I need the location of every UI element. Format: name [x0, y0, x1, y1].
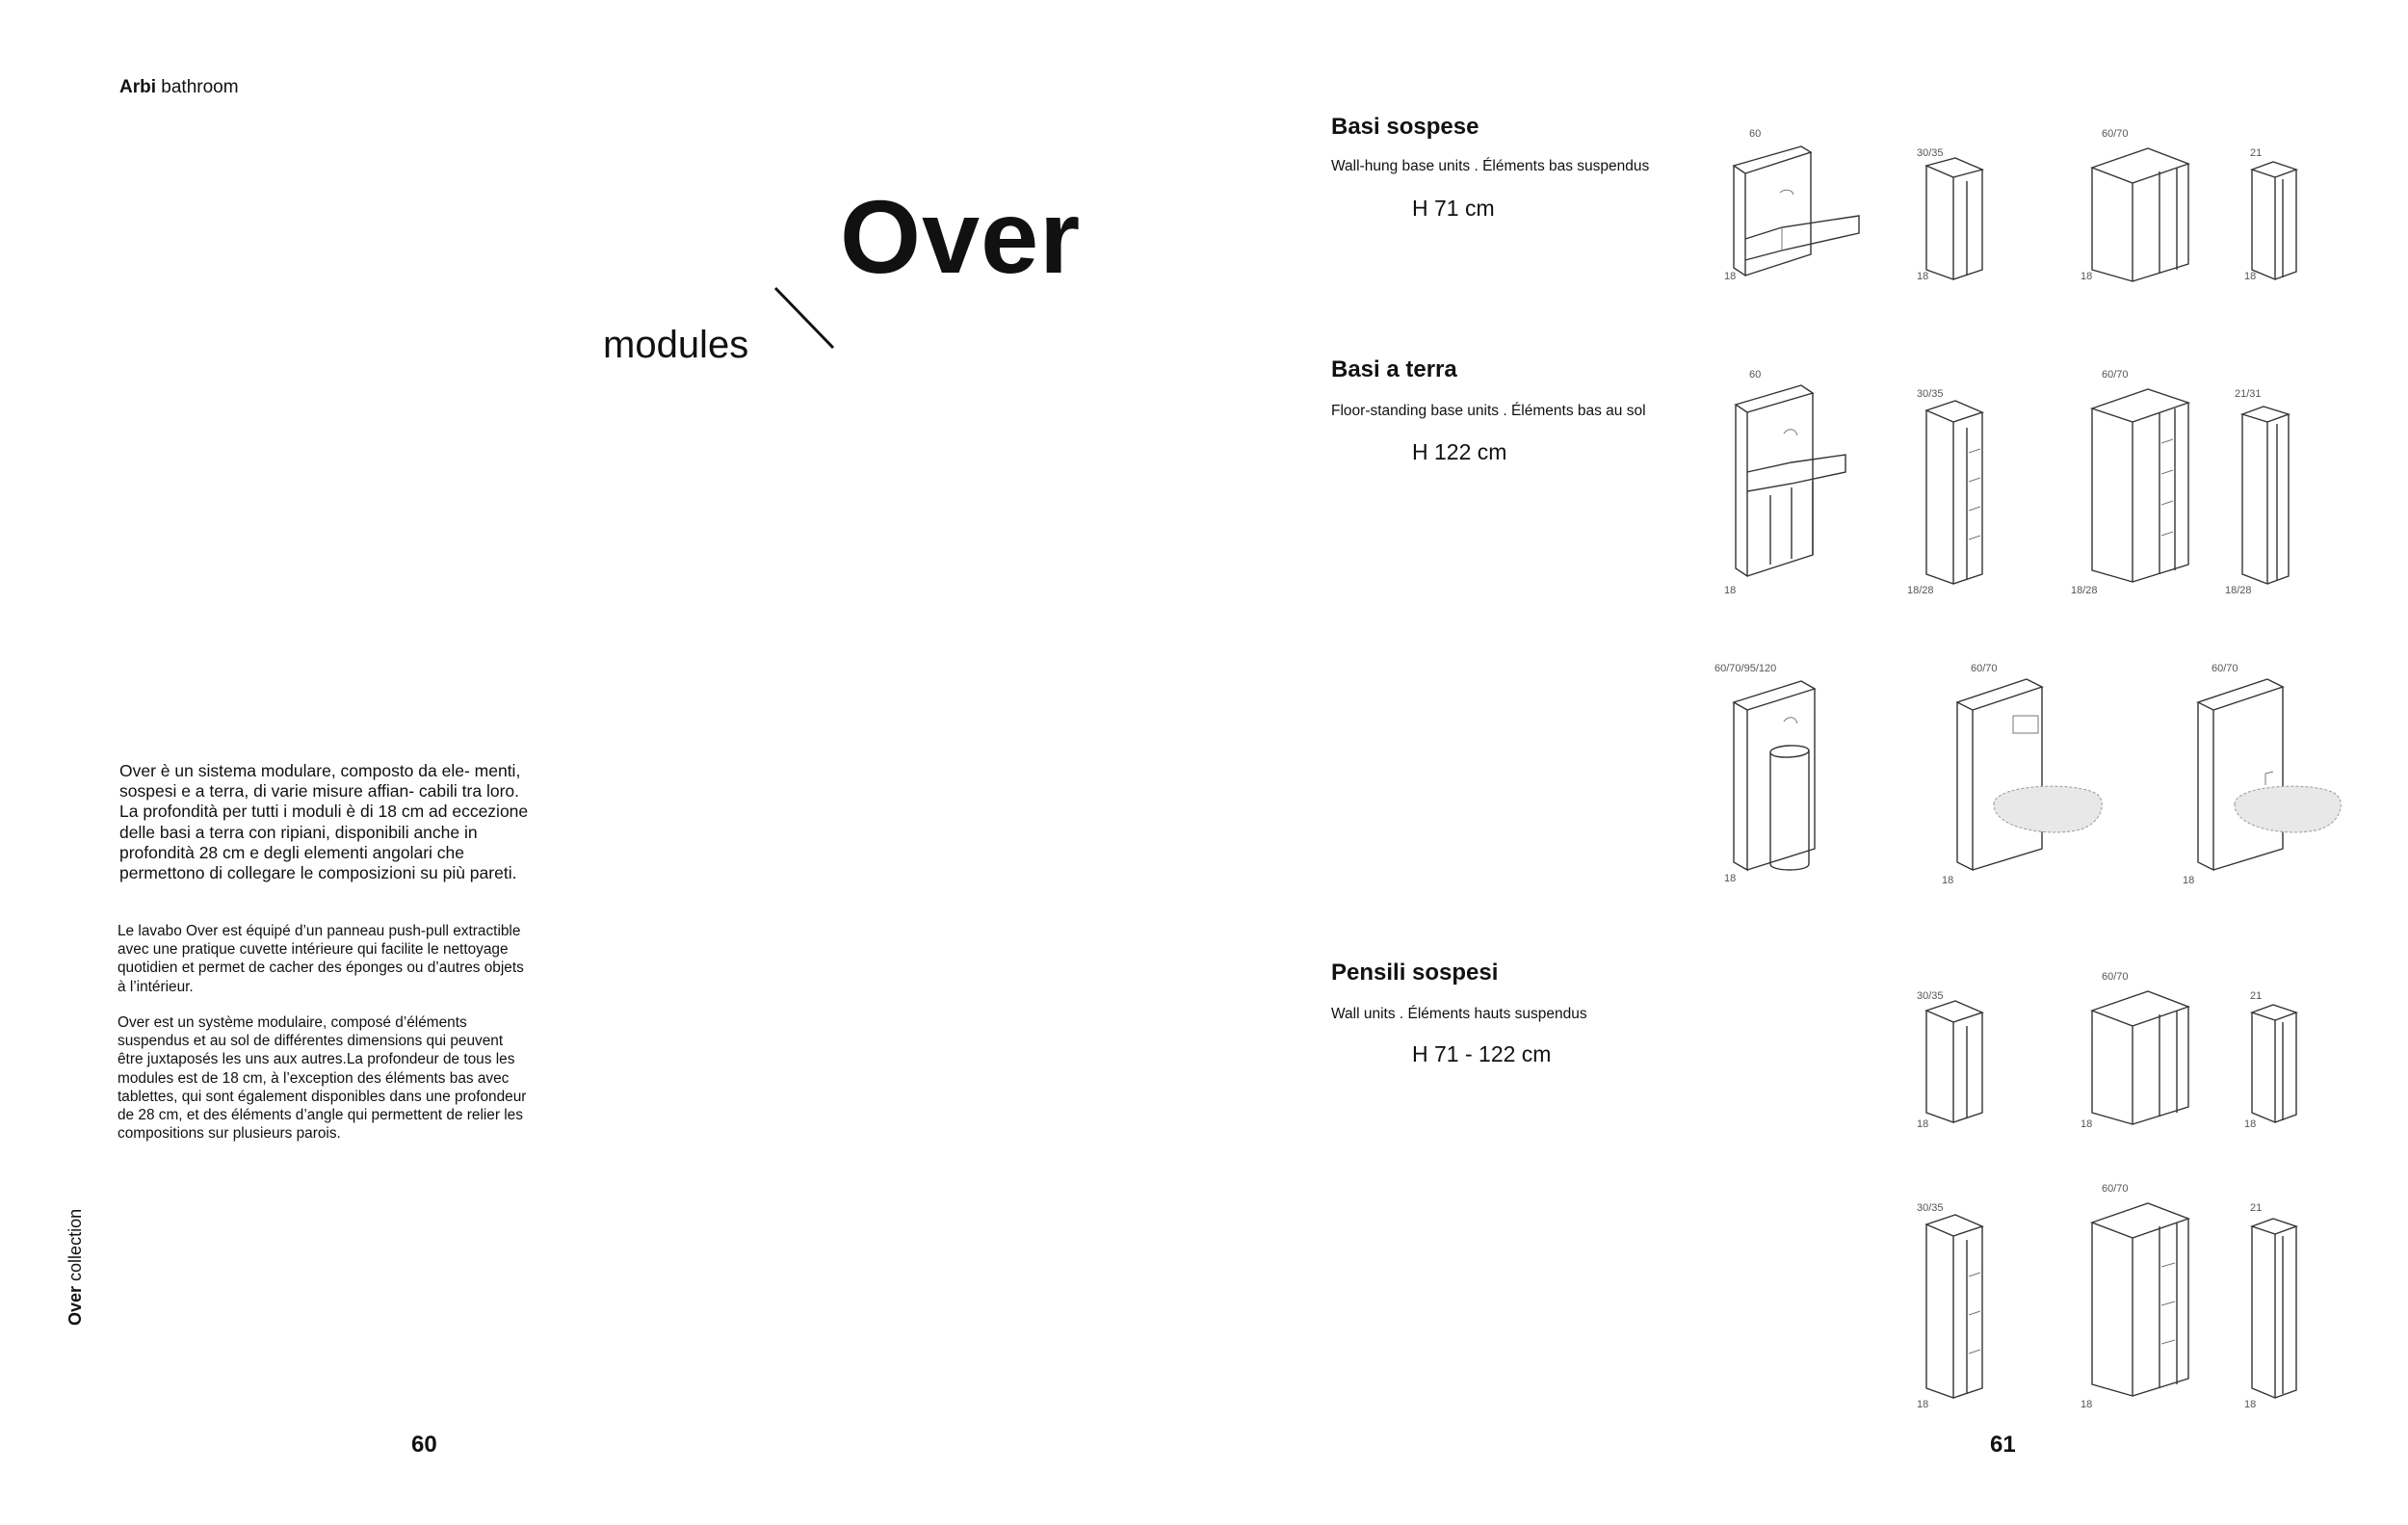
collection-bold: Over	[65, 1285, 85, 1326]
wall-hung-double-door-unit-drawing	[2081, 125, 2206, 289]
dim-label: 21/31	[2235, 388, 2262, 400]
dim-label: 30/35	[1917, 388, 1944, 400]
tall-wall-unit-narrow-drawing	[2244, 1199, 2312, 1411]
wall-hung-narrow-unit-drawing	[2244, 145, 2312, 289]
dim-label: 30/35	[1917, 147, 1944, 159]
hero-title: Over	[840, 178, 1082, 295]
dim-label: 60	[1749, 128, 1762, 140]
dim-label: 18/28	[2225, 585, 2252, 596]
floor-narrow-unit-drawing	[2225, 385, 2302, 597]
dim-label: 18	[2244, 1118, 2257, 1130]
section-title-pensili-sospesi: Pensili sospesi	[1331, 960, 1499, 986]
dim-label: 18	[1917, 271, 1929, 282]
dim-label: 18	[1724, 585, 1737, 596]
dim-label: 60/70	[2102, 369, 2129, 381]
section-subtitle-pensili-sospesi: Wall units . Éléments hauts suspendus	[1331, 1006, 1587, 1022]
dim-label: 60/70	[2212, 663, 2238, 674]
french-description-1: Le lavabo Over est équipé d’un panneau push-pull extractible avec une pratique cuvette intérieure qui facilite le nettoyage quotidien et permet de cacher des éponges ou d’autres objets à l’intérieur.	[118, 923, 524, 995]
section-height-basi-sospese: H 71 cm	[1412, 196, 1495, 221]
column-washbasin-panel-drawing	[1714, 660, 1849, 891]
dim-label: 18	[1917, 1399, 1929, 1410]
dim-label: 18	[1724, 271, 1737, 282]
dim-label: 60/70	[2102, 1183, 2129, 1195]
collection-sidebar-label	[65, 1209, 86, 1326]
section-subtitle-basi-a-terra: Floor-standing base units . Éléments bas au sol	[1331, 403, 1646, 419]
dim-label: 18	[2081, 271, 2093, 282]
wall-unit-column-drawing	[1917, 987, 1994, 1132]
italian-description: Over è un sistema modulare, composto da ele- menti, sospesi e a terra, di varie misure affian- cabili tra loro. La profondità per tutti i moduli è di 18 cm ad eccezione delle basi a terra con ripiani, disponibili anche in profondità 28 cm e degli elementi angolari che permettono di collegare le composizioni su più pareti.	[119, 761, 529, 883]
slash-divider	[771, 284, 838, 352]
dim-label: 18	[2081, 1118, 2093, 1130]
dim-label: 30/35	[1917, 990, 1944, 1002]
brand-bold: Arbi	[119, 77, 156, 97]
dim-label: 60/70/95/120	[1714, 663, 1777, 674]
brand-header	[119, 77, 239, 98]
wall-hung-bidet-panel-drawing	[2177, 660, 2341, 891]
dim-label: 60/70	[2102, 971, 2129, 983]
tall-wall-unit-double-door-drawing	[2081, 1180, 2206, 1411]
dim-label: 18	[2183, 875, 2195, 886]
page-number-left: 60	[411, 1432, 437, 1458]
dim-label: 18	[2081, 1399, 2093, 1410]
dim-label: 30/35	[1917, 1202, 1944, 1214]
floor-column-unit-drawing	[1907, 385, 1994, 597]
floor-washbasin-unit-drawing	[1724, 366, 1869, 597]
section-subtitle-basi-sospese: Wall-hung base units . Éléments bas suspendus	[1331, 158, 1650, 174]
section-title-basi-a-terra: Basi a terra	[1331, 356, 1457, 382]
section-height-basi-a-terra: H 122 cm	[1412, 439, 1507, 464]
hero-subtitle: modules	[603, 324, 749, 366]
wall-hung-column-unit-drawing	[1917, 145, 1994, 289]
dim-label: 60/70	[1971, 663, 1998, 674]
dim-label: 18/28	[1907, 585, 1934, 596]
brand-rest: bathroom	[161, 77, 239, 97]
dim-label: 60/70	[2102, 128, 2129, 140]
dim-label: 21	[2250, 990, 2263, 1002]
dim-label: 21	[2250, 1202, 2263, 1214]
wall-hung-wc-panel-drawing	[1936, 660, 2109, 891]
dim-label: 18	[1917, 1118, 1929, 1130]
french-description-2: Over est un système modulaire, composé d’éléments suspendus et au sol de différentes dimensions qui peuvent être juxtaposés les uns aux autres.La profondeur de tous les modules est de 18 cm, à l’exception des éléments bas avec tablettes, qui sont également disponibles dans une profondeur de 28 cm, et des éléments d’angle qui permettent de relier les compositions sur plusieurs parois.	[118, 1014, 527, 1143]
tall-wall-unit-column-drawing	[1917, 1199, 1994, 1411]
dim-label: 18	[2244, 1399, 2257, 1410]
wall-unit-narrow-drawing	[2244, 987, 2312, 1132]
page-number-right: 61	[1990, 1432, 2016, 1458]
section-title-basi-sospese: Basi sospese	[1331, 114, 1479, 140]
dim-label: 18	[2244, 271, 2257, 282]
floor-double-door-unit-drawing	[2071, 366, 2206, 597]
collection-rest: collection	[65, 1208, 85, 1281]
section-height-pensili-sospesi: H 71 - 122 cm	[1412, 1041, 1552, 1066]
dim-label: 18/28	[2071, 585, 2098, 596]
dim-label: 18	[1724, 873, 1737, 884]
dim-label: 21	[2250, 147, 2263, 159]
wall-hung-washbasin-drawing	[1724, 125, 1869, 289]
dim-label: 18	[1942, 875, 1954, 886]
wall-unit-double-door-drawing	[2081, 968, 2206, 1132]
dim-label: 60	[1749, 369, 1762, 381]
